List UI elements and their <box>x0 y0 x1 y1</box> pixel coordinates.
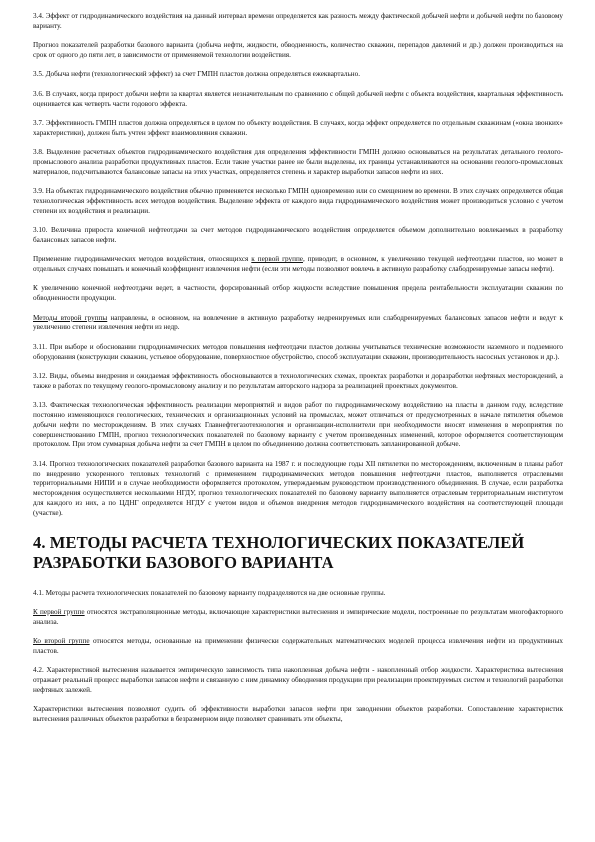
group-link-first[interactable]: к первой группе <box>251 255 303 264</box>
paragraph-forecast: Прогноз показателей разработки базового варианта (добыча нефти, жидкости, обводненность, количество скважин, перепадов давлений и др.) должен производиться на срок от одного до пяти лет, в зависимости от применяемой технологии воздействия. <box>33 41 563 59</box>
paragraph-text: Применение гидродинамических методов воздействия, относящихся <box>33 255 252 264</box>
paragraph-text: , приводит, в основном, к увеличению текущей нефтеотдачи пластов, но может в отдельных случаях повышать и конечный коэффициент извлечения нефти (если эти методы позволяют вовлечь в активную разработку слабодренируемые запасы нефти). <box>33 255 563 274</box>
paragraph-3-9: 3.9. На объектах гидродинамического воздействия обычно применяется несколько ГМПН одновременно или со смещением во времени. В этих случаях определяется общая технологическая эффективность всех методов воздействия. Выделение эффекта от каждого вида гидродинамического воздействия может производиться условно с учетом степени их воздействия и реализации. <box>33 187 563 215</box>
paragraph-forced-withdrawal: К увеличению конечной нефтеотдачи ведет, в частности, форсированный отбор жидкости вследствие повышения предела рентабельности эксплуатации скважин по обводненности продукции. <box>33 284 563 303</box>
paragraph-displacement: Характеристики вытеснения позволяют судить об эффективности выработки запасов нефти при заводнении объектов разработки. Сопоставление характеристик вытеснения различных объектов разработки в безразмерном виде позволяет сравнивать эти объекты, <box>33 705 563 724</box>
paragraph-3-8: 3.8. Выделение расчетных объектов гидродинамического воздействия для определения эффективности ГМПН должно основываться на результатах детального геолого-промыслового анализа разработки продуктивных пластов. Если такие участки ранее не были выделены, их границы устанавливаются на основании геолого-промысловых материалов, подсчитываются балансовые запасы на этих участках, определяется степень и характер выработки запасов нефти из них. <box>33 148 563 176</box>
paragraph-3-4: 3.4. Эффект от гидродинамического воздействия на данный интервал времени определяется как разность между фактической добычей нефти и добычей нефти по базовому варианту. <box>33 12 563 30</box>
document-page <box>33 12 563 734</box>
first-group-link[interactable]: К первой группе <box>33 607 85 616</box>
paragraph-3-6: 3.6. В случаях, когда прирост добычи нефти за квартал является незначительным по сравнению с общей добычей нефти с объекта воздействия, квартальная эффективность оценивается как четверть части годового эффекта. <box>33 89 563 108</box>
paragraph-text: направлены, в основном, на вовлечение в активную разработку недренируемых или слабодренируемых балансовых запасов нефти и ведут к увеличению степени извлечения нефти из недр. <box>33 313 563 332</box>
paragraph-second-group-def <box>33 637 563 657</box>
group-link-second[interactable]: Методы второй группы <box>33 313 108 322</box>
paragraph-first-group-methods <box>33 255 563 275</box>
paragraph-text: относятся экстраполяционные методы, включающие характеристики вытеснения и эмпирические модели, построенные по результатам многофакторного анализа. <box>33 607 563 626</box>
paragraph-3-5: 3.5. Добыча нефти (технологический эффект) за счет ГМПН пластов должна определяться ежеквартально. <box>33 70 360 79</box>
paragraph-4-2: 4.2. Характеристикой вытеснения называется эмпирическую зависимость типа накопленная добыча нефти - накопленный отбор жидкости. Характеристика вытеснения отражает реальный процесс выработки запасов нефти и связанную с ним динамику обводнения продукции при реализации проектируемых систем и технологий разработки нефтяных залежей. <box>33 666 563 694</box>
paragraph-3-11: 3.11. При выборе и обосновании гидродинамических методов повышения нефтеотдачи пластов должны учитываться технические возможности наземного и подземного оборудования (конструкции скважин, устьевое оборудование, поверхностное обустройство, способ эксплуатации скважин, производительность насосных установок и др.). <box>33 342 563 361</box>
second-group-link[interactable]: Ко второй группе <box>33 637 90 646</box>
paragraph-text: относятся методы, основанные на применении физически содержательных математических моделей процесса извлечения нефти из продуктивных пластов. <box>33 637 563 655</box>
paragraph-4-1: 4.1. Методы расчета технологических показателей по базовому варианту подразделяются на две основные группы. <box>33 588 386 597</box>
paragraph-3-12: 3.12. Виды, объемы внедрения и ожидаемая эффективность обосновываются в технологических схемах, проектах разработки и доразработки нефтяных месторождений, а также в работах по текущему геолого-промысловому анализу и по результатам авторского надзора за реализацией проектных документов. <box>33 372 563 390</box>
paragraph-3-13: 3.13. Фактическая технологическая эффективность реализации мероприятий и видов работ по гидродинамическому воздействию на пласты в данном году, вследствие постоянно изменяющихся геологических, технических и организационных условий на промыслах, может отличаться от предусмотренных в начале пятилетия объемов добычи нефти по месторождениям. В этих случаях Главнефтегазотехнология и организации-исполнители при необходимости вносят изменения в мероприятия по совершенствованию ГМПН, прогноз технологических показателей по базовому варианту с учетом произведенных изменений, которое оформляется соответствующим протоколом. При этом суммарная добыча нефти за счет ГМПН в целом по объединению должна соответствовать запланированной добыче. <box>33 401 563 449</box>
paragraph-second-group-methods <box>33 314 563 334</box>
paragraph-first-group-def <box>33 608 563 628</box>
paragraph-3-7: 3.7. Эффективность ГМПН пластов должна определяться в целом по объекту воздействия. В случаях, когда эффект определяется по отдельным скважинам («окна звонких» характеристики), должен быть учтен эффект взаимовлияния скважин. <box>33 118 563 137</box>
paragraph-3-10: 3.10. Величина прироста конечной нефтеотдачи за счет методов гидродинамического воздействия определяется объемом дополнительно вовлекаемых в разработку балансовых запасов нефти. <box>33 226 563 244</box>
section-heading: 4. МЕТОДЫ РАСЧЕТА ТЕХНОЛОГИЧЕСКИХ ПОКАЗАТЕЛЕЙ РАЗРАБОТКИ БАЗОВОГО ВАРИАНТА <box>33 532 525 572</box>
paragraph-3-14: 3.14. Прогноз технологических показателей разработки базового варианта на 1987 г. и последующие годы XII пятилетки по месторождениям, включенным в планы работ по внедрению ускоренного тепловых технологий с применением гидродинамических методов повышения нефтеотдачи пластов, выполняется отраслевыми территориальными НИПИ и в случае необходимости оформляется протоколом, утверждаемым руководством производственного объединения. В случае, если разработка месторождения осуществляется несколькими НГДУ, прогноз технологических показателей по базовому варианту выполняется отраслевым территориальным институтом для каждого из них, а по ЦДНГ определяется НГДУ с учетом видов и объемов внедрения методов гидродинамического воздействия на соответствующей площади (участке). <box>33 459 563 517</box>
